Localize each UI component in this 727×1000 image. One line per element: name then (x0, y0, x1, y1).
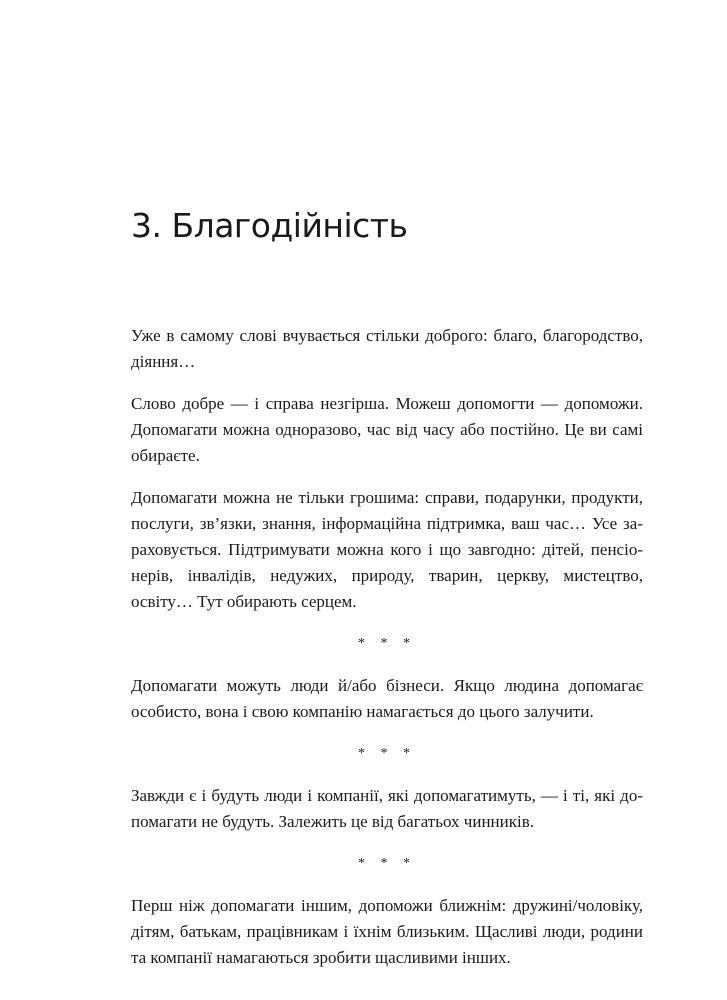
paragraph-4: Допомагати можуть люди й/або бізнеси. Якщо людина допомагає особисто, вона і свою компанію намагається до цього залучити. (131, 676, 643, 721)
section-separator-1: * * * (358, 636, 416, 651)
section-separator-3: * * * (358, 856, 416, 871)
chapter-body (131, 323, 643, 971)
paragraph-6: Перш ніж допомагати іншим, допоможи ближнім: дружині/чоловіку, дітям, батькам, працівникам і їхнім близьким. Щасливі люди, родини та компанії намагаються зробити щасливими інших. (131, 896, 643, 967)
paragraph-1: Уже в самому слові вчувається стільки доброго: благо, благородство, діяння… (131, 326, 643, 371)
paragraph-2: Слово добре — і справа незгірша. Можеш допомогти — допоможи. Допомагати можна одноразово, час від часу або постійно. Це ви самі обираєте. (131, 394, 643, 465)
chapter-title: 3. Благодійність (131, 206, 408, 245)
paragraph-5: Завжди є і будуть люди і компанії, які допомагатимуть, — і ті, які допомагати не будуть. Залежить це від багатьох чинників. (131, 786, 643, 831)
section-separator-2: * * * (358, 746, 416, 761)
paragraph-3: Допомагати можна не тільки грошима: справи, подарунки, продукти, послуги, зв’язки, знання, інформаційна підтримка, ваш час… Усе зараховується. Підтримувати можна кого і що завгодно: дітей, пенсіонерів, інвалідів, недужих, природу, тварин, церкву, мистецтво, освіту… Тут обирають серцем. (131, 488, 643, 611)
